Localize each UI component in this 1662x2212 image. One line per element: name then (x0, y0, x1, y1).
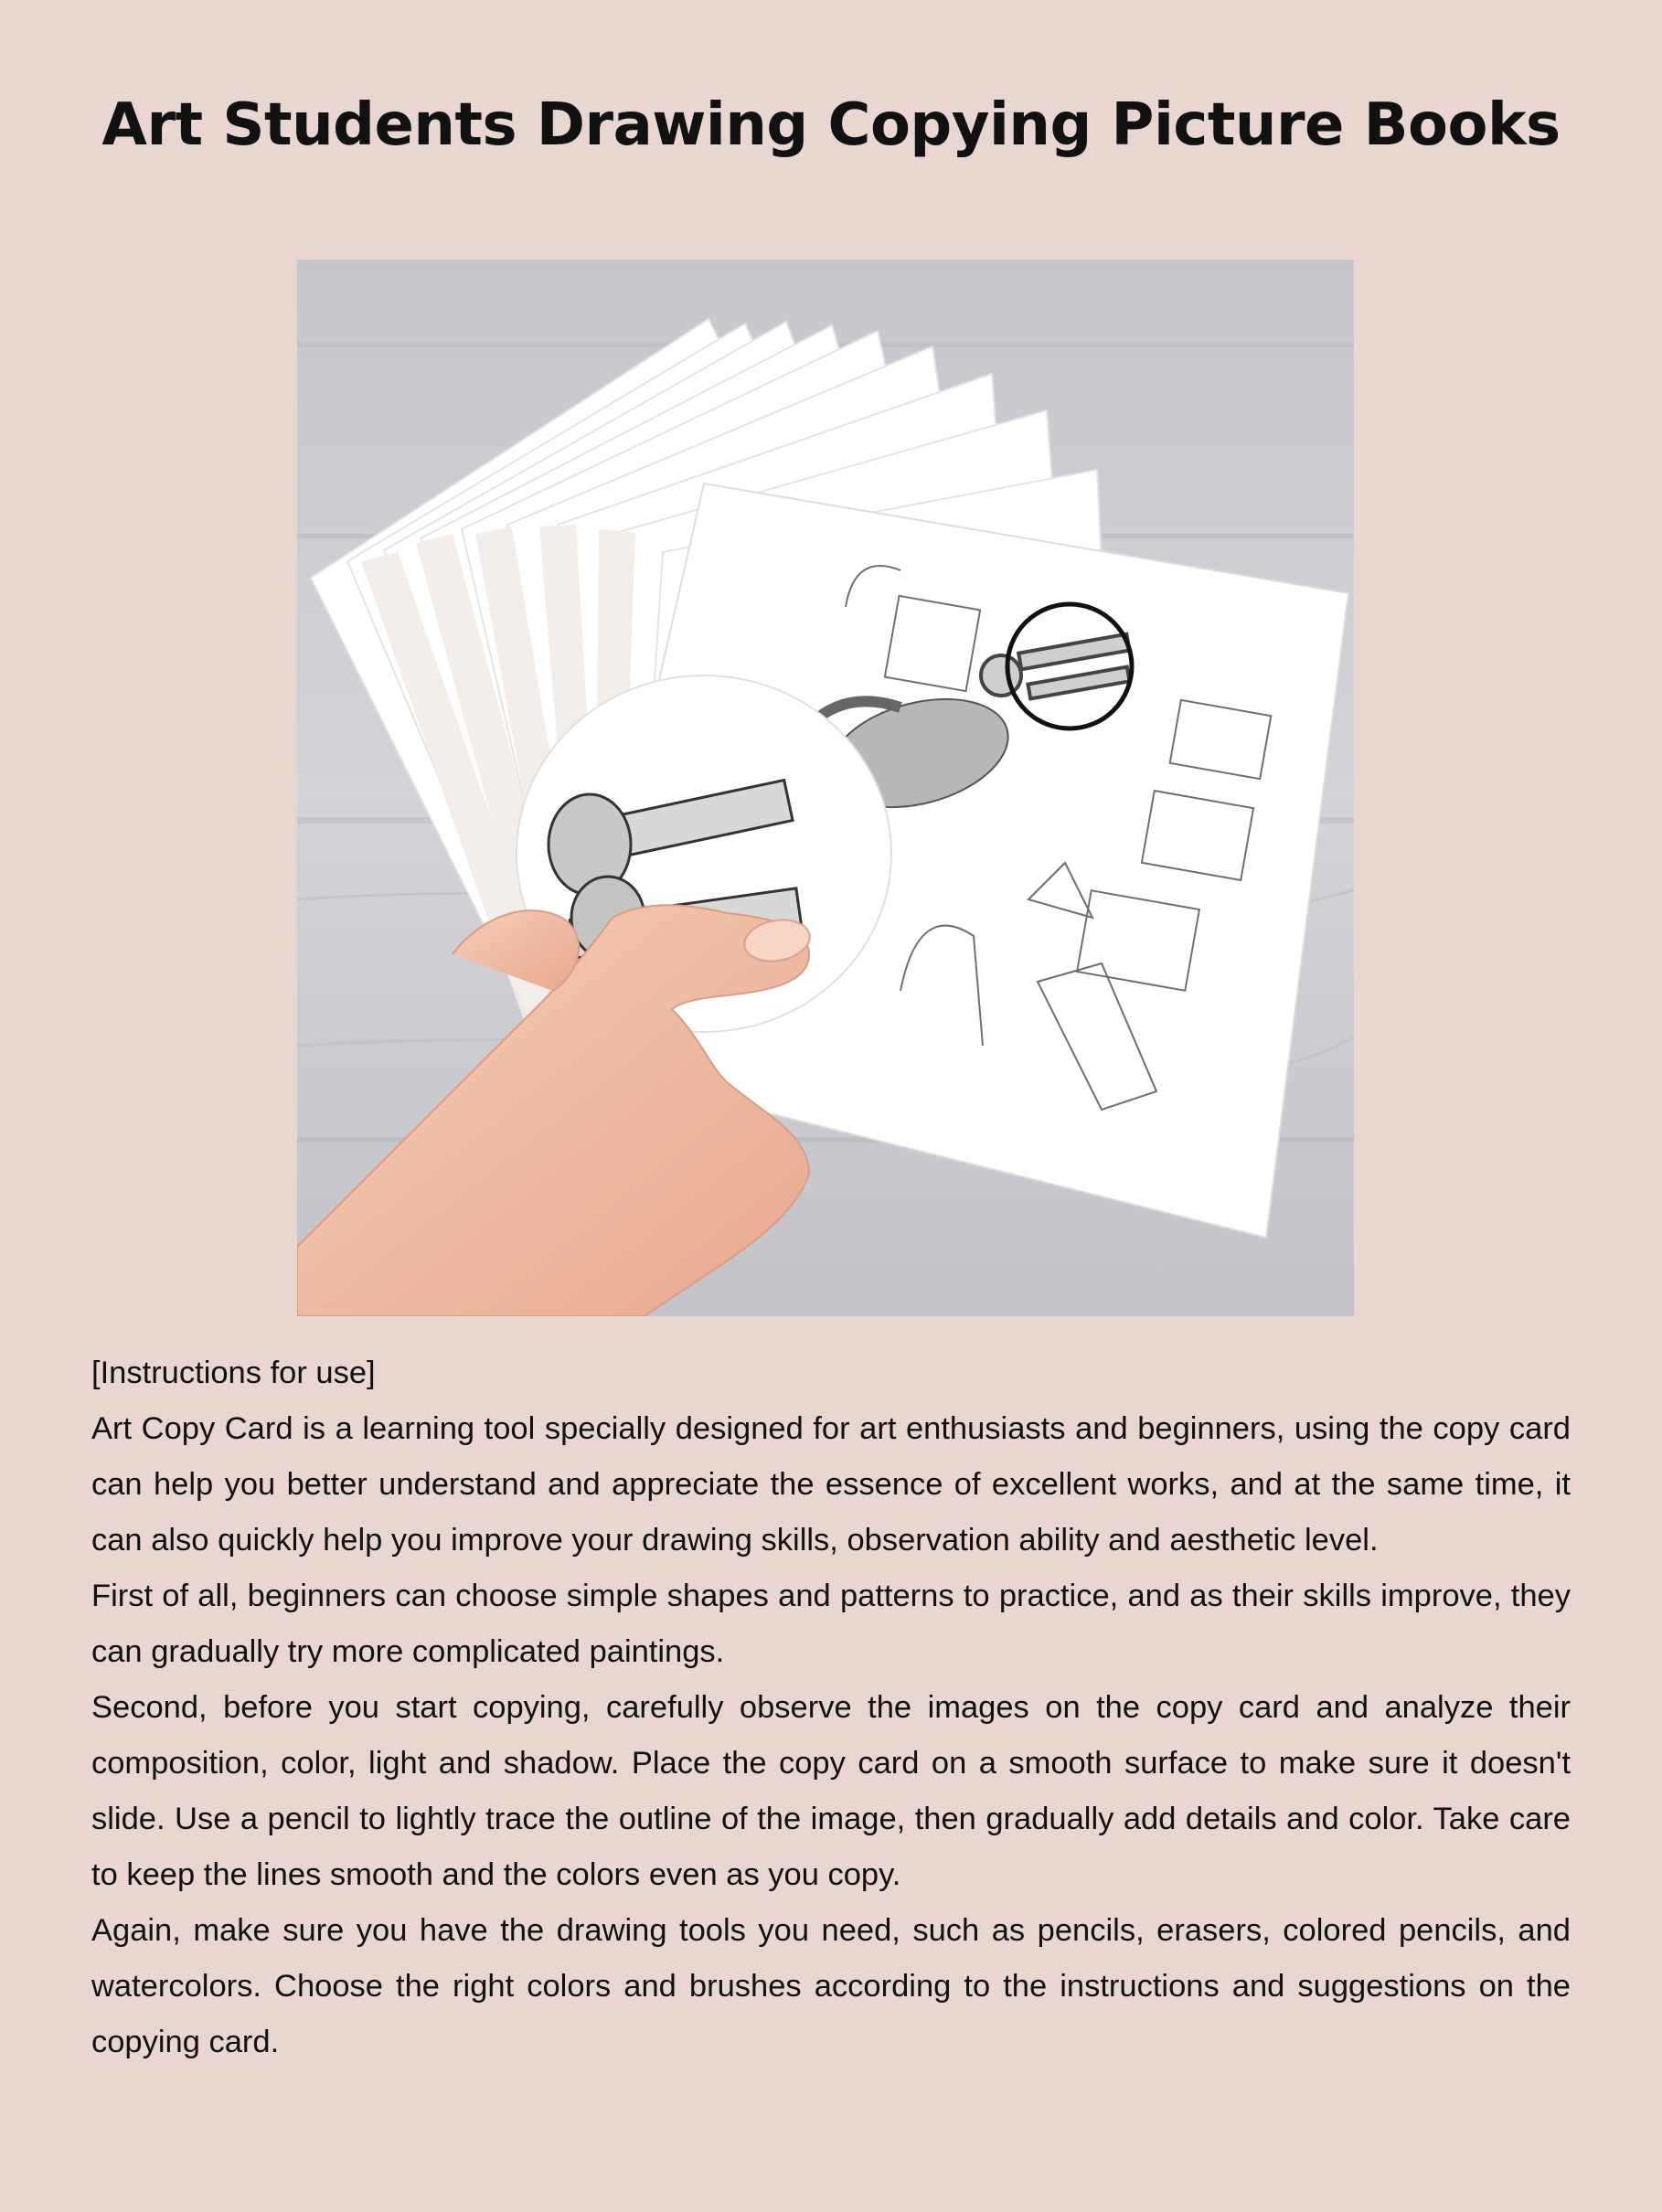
hand-holding-cards-icon (297, 260, 1354, 1316)
instructions-text (91, 1345, 1571, 2070)
instructions-paragraph-2: First of all, beginners can choose simple shapes and patterns to practice, and as their skills improve, they can gradually try more complicated paintings. (91, 1579, 1571, 1669)
instructions-paragraph-1: Art Copy Card is a learning tool specially designed for art enthusiasts and beginners, using the copy card can help you better understand and appreciate the essence of excellent works, and at the same time, it can also quickly help you improve your drawing skills, observation ability and aesthetic level. (91, 1411, 1571, 1558)
instructions-paragraph-4: Again, make sure you have the drawing tools you need, such as pencils, erasers, colored pencils, and watercolors. Choose the right colors and brushes according to the instructions and suggestions on the copying card. (91, 1913, 1571, 2059)
page-title: Art Students Drawing Copying Picture Books (101, 91, 1561, 159)
instructions-paragraph-3: Second, before you start copying, carefully observe the images on the copy card and analyze their composition, color, light and shadow. Place the copy card on a smooth surface to make sure it doesn't slide. Use a pencil to lightly trace the outline of the image, then gradually add details and color. Take care to keep the lines smooth and the colors even as you copy. (91, 1690, 1571, 1892)
instructions-heading: [Instructions for use] (91, 1356, 376, 1390)
product-photo (297, 260, 1354, 1316)
